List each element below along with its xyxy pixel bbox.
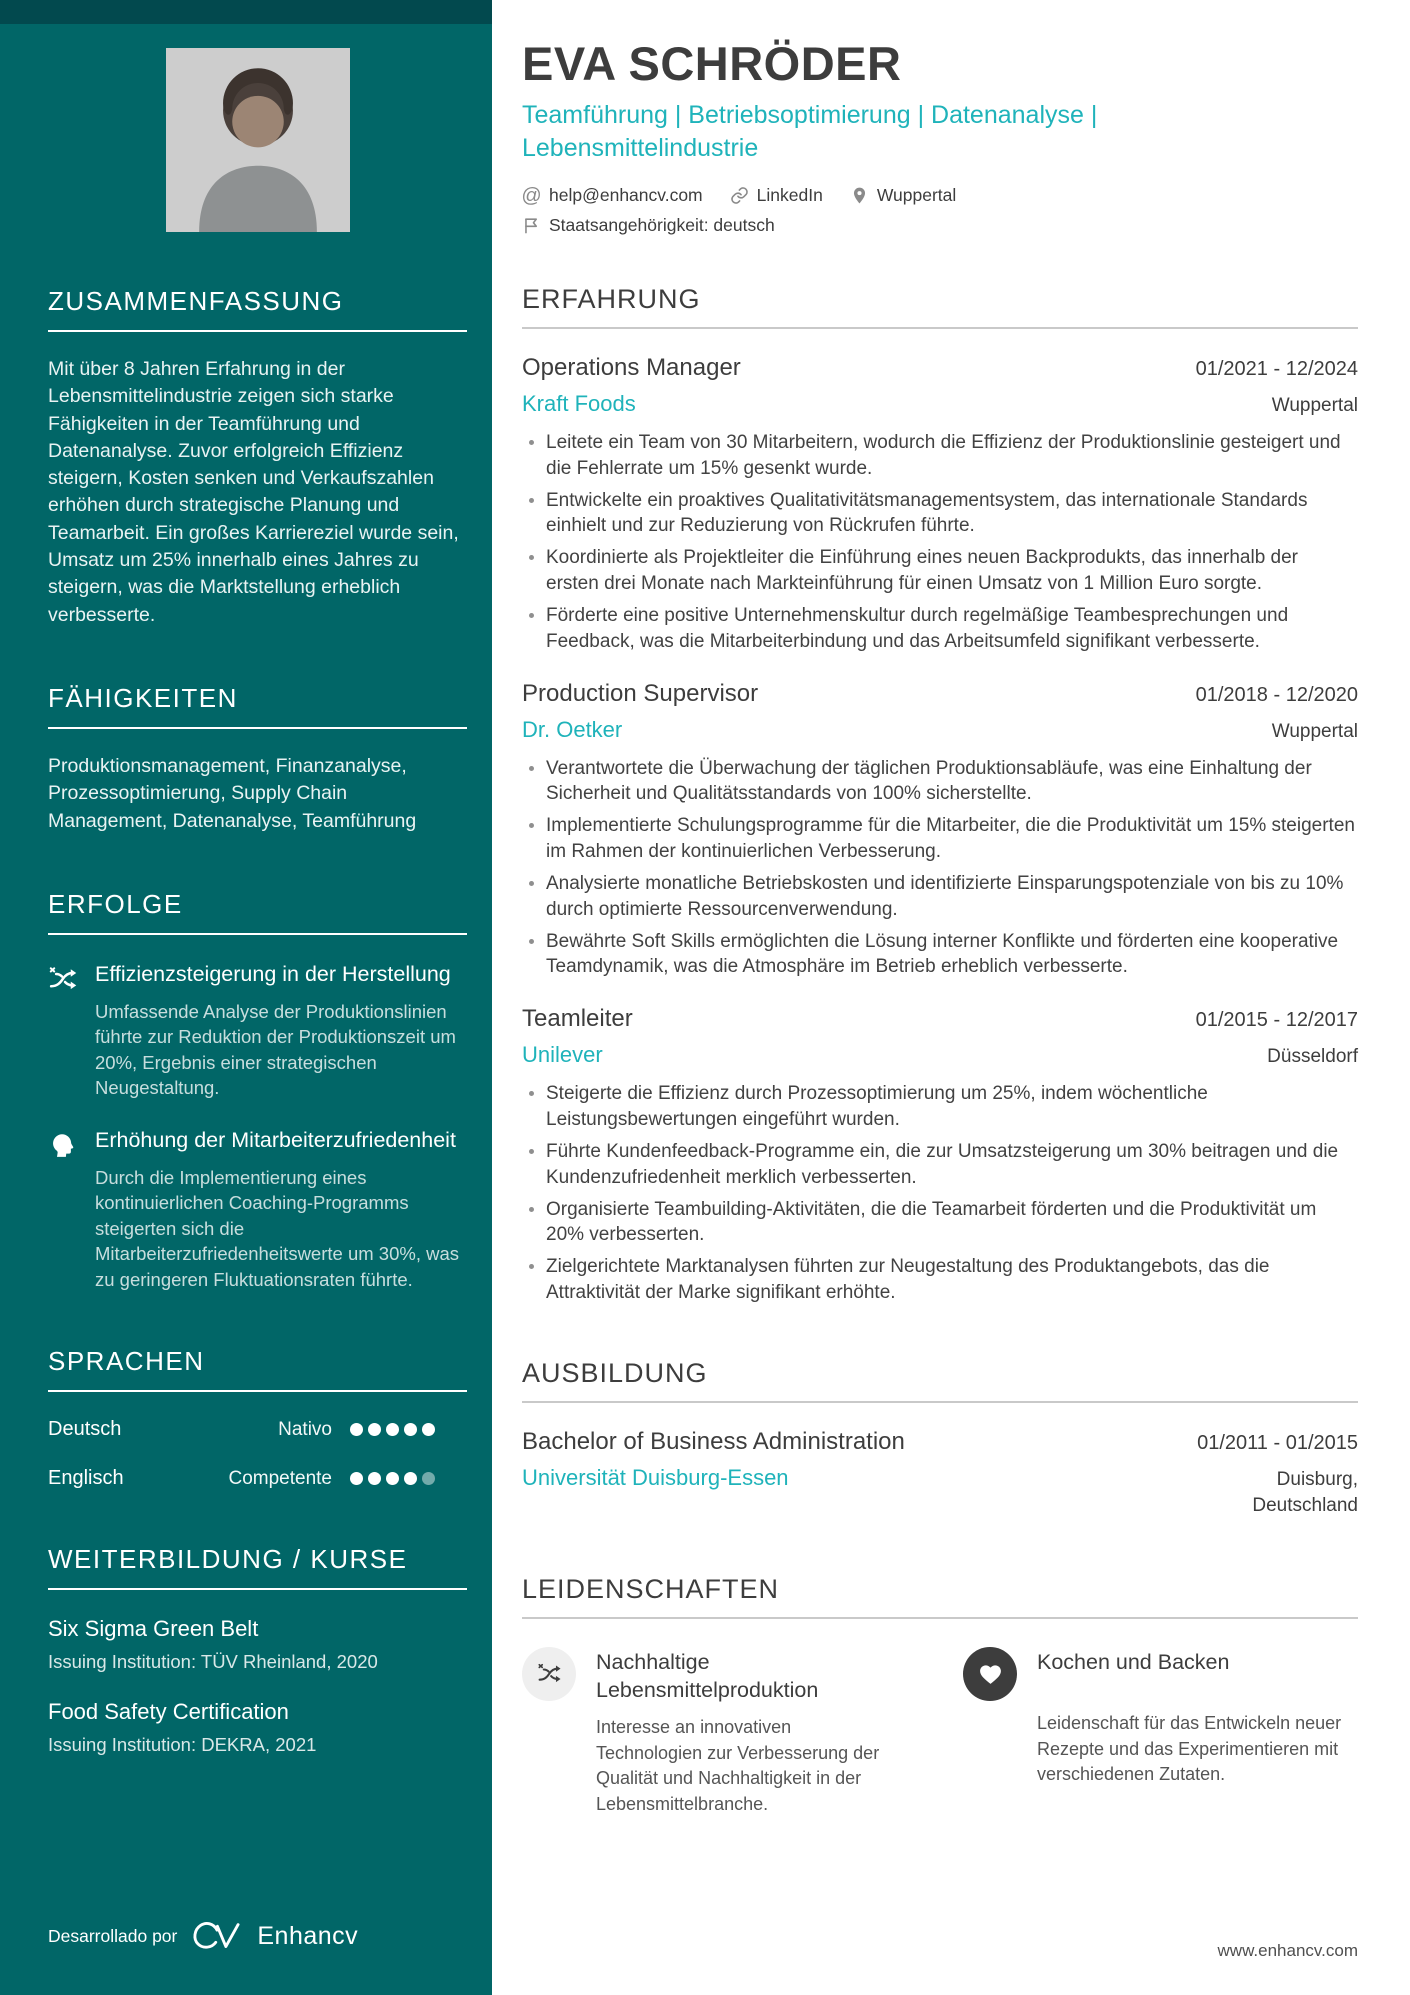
bullet-item: Koordinierte als Projektleiter die Einführung eines neuen Backprodukts, das innerhalb der ersten drei Monate nach Markteinführung für einen Umsatz von 1 Million Euro sorgte.	[546, 545, 1356, 597]
person-name: EVA SCHRÖDER	[522, 37, 902, 90]
passions-heading: LEIDENSCHAFTEN	[522, 1574, 780, 1605]
skills-section	[48, 683, 467, 835]
achievements-heading: ERFOLGE	[48, 888, 183, 919]
email-link[interactable]	[522, 185, 703, 206]
sidebar	[0, 0, 492, 1995]
powered-by-label: Desarrollado por	[48, 1925, 178, 1946]
website-link[interactable]: www.enhancv.com	[1217, 1941, 1358, 1960]
passion-item	[522, 1647, 917, 1817]
shuffle-arrows-icon	[522, 1647, 576, 1701]
nationality-row	[522, 215, 1358, 236]
language-name: Deutsch	[48, 1418, 122, 1441]
main-column	[492, 0, 1410, 1995]
experience-heading: ERFAHRUNG	[522, 284, 701, 314]
course-item	[48, 1699, 467, 1756]
section-underline	[48, 1588, 467, 1590]
summary-heading: ZUSAMMENFASSUNG	[48, 286, 344, 316]
shuffle-arrows-icon	[48, 965, 78, 995]
course-institution: Issuing Institution: TÜV Rheinland, 2020	[48, 1651, 378, 1673]
job-title: Operations Manager	[522, 354, 741, 381]
skills-text: Produktionsmanagement, Finanzanalyse, Prozessoptimierung, Supply Chain Management, Datenanalyse, Teamführung	[48, 754, 417, 832]
company-name: Kraft Foods	[522, 391, 636, 416]
passion-title: Nachhaltige Lebensmittelproduktion	[596, 1650, 819, 1703]
bullet-item: Leitete ein Team von 30 Mitarbeitern, wodurch die Effizienz der Produktionslinie gesteigert und die Fehlerrate um 15% gesenkt wurde.	[546, 430, 1356, 482]
achievement-title: Erhöhung der Mitarbeiterzufriedenheit	[95, 1127, 456, 1152]
job-title: Production Supervisor	[522, 679, 759, 707]
enhancv-wordmark[interactable]: Enhancv	[257, 1921, 359, 1950]
main-footer	[522, 1941, 1358, 1961]
header	[522, 36, 1358, 236]
languages-section	[48, 1346, 467, 1490]
bullet-item: Implementierte Schulungsprogramme für die Mitarbeiter, die die Produktivität um 15% steigerten im Rahmen der kontinuierlichen Verbesserung.	[546, 813, 1356, 865]
section-underline	[522, 327, 1358, 329]
section-underline	[48, 727, 467, 729]
link-icon	[730, 186, 749, 205]
job-dates: 01/2015 - 12/2017	[1195, 1009, 1358, 1032]
sidebar-top-band	[0, 0, 492, 24]
passion-text: Leidenschaft für das Entwickeln neuer Rezepte und das Experimentieren mit verschiedenen Zutaten.	[1037, 1713, 1342, 1785]
bullet-item: Förderte eine positive Unternehmenskultur durch regelmäßige Teambesprechungen und Feedback, was die Mitarbeiterbindung und das Arbeitsumfeld signifikant verbesserte.	[546, 603, 1356, 655]
achievement-text: Durch die Implementierung eines kontinuierlichen Coaching-Programms steigerten sich die Mitarbeiterzufriedenheitswerte um 30%, was zu geringeren Fluktuationsraten führte.	[95, 1166, 459, 1290]
passion-text: Interesse an innovativen Technologien zur Verbesserung der Qualität und Nachhaltigkeit in der Lebensmittelbranche.	[596, 1717, 880, 1814]
courses-section	[48, 1544, 467, 1756]
bullet-item: Analysierte monatliche Betriebskosten und identifizierte Einsparungspotenziale von bis zu 10% durch optimierte Ressourcenverwendung.	[546, 871, 1356, 923]
language-level: Nativo	[278, 1418, 332, 1440]
passions-section	[522, 1518, 1358, 1817]
education-dates: 01/2011 - 01/2015	[1197, 1431, 1358, 1454]
profile-photo	[166, 48, 350, 232]
bullet-item: Organisierte Teambuilding-Aktivitäten, die die Teamarbeit förderten und die Produktivität um 20% verbesserten.	[546, 1197, 1356, 1249]
job-dates: 01/2018 - 12/2020	[1195, 683, 1358, 706]
at-icon: @	[521, 184, 542, 207]
education-entry	[522, 1428, 1358, 1518]
job-location: Wuppertal	[1271, 720, 1358, 742]
nationality-text: Staatsangehörigkeit: deutsch	[549, 215, 775, 235]
bullet-item: Führte Kundenfeedback-Programme ein, die zur Umsatzsteigerung um 30% beitragen und die Kundenzufriedenheit merklich verbesserten.	[546, 1139, 1356, 1191]
job-dates: 01/2021 - 12/2024	[1195, 358, 1358, 380]
company-name: Unilever	[522, 1042, 603, 1068]
school-name: Universität Duisburg-Essen	[522, 1464, 789, 1490]
language-row	[48, 1467, 467, 1490]
contact-row	[522, 185, 1358, 206]
bullet-item: Zielgerichtete Marktanalysen führten zur Neugestaltung des Produktangebots, das die Attraktivität der Marke signifikant erhöhte.	[546, 1254, 1356, 1306]
bullet-item: Steigerte die Effizienz durch Prozessoptimierung um 25%, indem wöchentliche Leistungsbewertungen eingeführt wurden.	[546, 1081, 1356, 1133]
email-text: help@enhancv.com	[549, 185, 703, 205]
course-item	[48, 1616, 467, 1673]
languages-heading: SPRACHEN	[48, 1346, 205, 1377]
course-title: Six Sigma Green Belt	[48, 1616, 259, 1642]
achievement-text: Umfassende Analyse der Produktionslinien führte zur Reduktion der Produktionszeit um 20%, Ergebnis einer strategischen Neugestaltung.	[95, 1000, 456, 1099]
education-heading: AUSBILDUNG	[522, 1357, 708, 1388]
job-entry	[522, 1005, 1358, 1306]
head-profile-icon	[48, 1131, 78, 1161]
bullet-item: Entwickelte ein proaktives Qualitativitätsmanagementsystem, das internationale Standards einhielt und zur Reduzierung von Rückrufen führte.	[546, 488, 1356, 540]
summary-text: Mit über 8 Jahren Erfahrung in der Lebensmittelindustrie zeigen sich starke Fähigkeiten in der Teamführung und Datenanalyse. Zuvor erfolgreich Effizienz steigern, Kosten senken und Verkaufszahlen erhöhen durch strategische Planung und Teamarbeit. Ein großes Karriereziel wurde sein, Umsatz um 25% innerhalb eines Jahres zu steigern, was die Marktstellung erheblich verbesserte.	[48, 358, 459, 626]
location-text: Wuppertal	[876, 185, 957, 205]
section-underline	[48, 330, 467, 332]
sidebar-footer	[48, 1919, 467, 1953]
location-item	[850, 185, 956, 206]
linkedin-text: LinkedIn	[756, 185, 823, 205]
section-underline	[48, 1390, 467, 1392]
achievement-item	[48, 1127, 467, 1293]
job-location: Düsseldorf	[1267, 1046, 1358, 1068]
enhancv-logo[interactable]	[190, 1919, 244, 1953]
job-entry	[522, 680, 1358, 981]
flag-icon	[522, 216, 541, 235]
language-level: Competente	[228, 1467, 332, 1489]
job-bullets	[522, 756, 1358, 981]
heart-icon	[963, 1647, 1017, 1701]
bullet-item: Verantwortete die Überwachung der täglichen Produktionsabläufe, was eine Einhaltung der Sicherheit und Qualitätsstandards von 100% sicherstellte.	[546, 756, 1356, 808]
pin-icon	[850, 186, 869, 205]
experience-section	[522, 236, 1358, 1306]
achievement-item	[48, 961, 467, 1101]
section-underline	[522, 1617, 1358, 1619]
education-location: Duisburg, Deutschland	[1252, 1468, 1358, 1516]
course-institution: Issuing Institution: DEKRA, 2021	[48, 1734, 317, 1756]
passion-title: Kochen und Backen	[1037, 1650, 1230, 1675]
language-proficiency-dots	[350, 1423, 435, 1436]
section-underline	[522, 1401, 1358, 1403]
job-bullets	[522, 430, 1358, 655]
tagline: Teamführung | Betriebsoptimierung | Datenanalyse | Lebensmittelindustrie	[522, 101, 1098, 162]
job-bullets	[522, 1081, 1358, 1306]
summary-section	[48, 286, 467, 629]
degree-title: Bachelor of Business Administration	[522, 1427, 905, 1455]
bullet-item: Bewährte Soft Skills ermöglichten die Lösung interner Konflikte und förderten eine kooperative Teamdynamik, was die Atmosphäre im Betrieb erheblich verbesserte.	[546, 929, 1356, 981]
skills-heading: FÄHIGKEITEN	[48, 682, 238, 713]
section-underline	[48, 933, 467, 935]
nationality-item	[522, 215, 775, 236]
job-entry	[522, 354, 1358, 655]
education-section	[522, 1306, 1358, 1518]
language-proficiency-dots	[350, 1472, 435, 1485]
course-title: Food Safety Certification	[48, 1699, 289, 1725]
language-name: Englisch	[48, 1467, 124, 1490]
passion-item	[963, 1647, 1358, 1788]
courses-heading: WEITERBILDUNG / KURSE	[48, 1544, 408, 1575]
achievement-title: Effizienzsteigerung in der Herstellung	[95, 961, 451, 986]
job-location: Wuppertal	[1271, 395, 1358, 416]
linkedin-link[interactable]	[730, 185, 823, 206]
company-name: Dr. Oetker	[522, 716, 623, 742]
language-row	[48, 1418, 467, 1441]
achievements-section	[48, 889, 467, 1293]
job-title: Teamleiter	[522, 1005, 633, 1033]
profile-photo-placeholder	[166, 48, 350, 232]
